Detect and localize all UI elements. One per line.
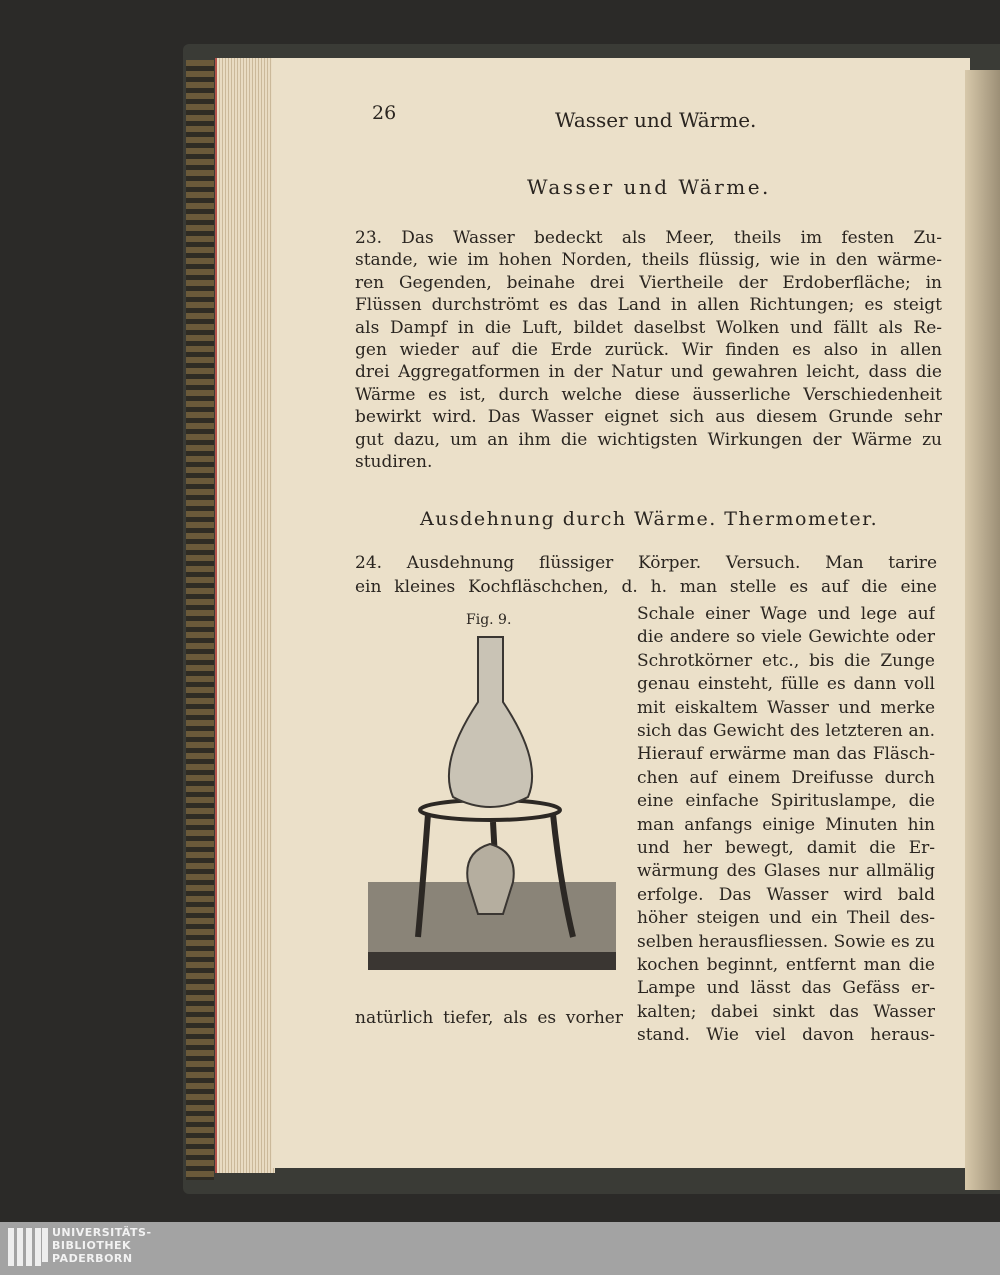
text-line: ein kleines Kochfläschchen, d. h. man stelle es auf die eine <box>355 577 937 597</box>
logo-line-2: BIBLIOTHEK <box>52 1239 132 1252</box>
text-line: die andere so viele Gewichte oder <box>637 627 935 648</box>
text-line: studiren. <box>355 452 433 472</box>
text-line: drei Aggregatformen in der Natur und gewahren leicht, dass die <box>355 362 942 383</box>
text-line: kochen beginnt, entfernt man die <box>637 955 935 975</box>
chapter-title: Wasser und Wärme. <box>527 175 771 199</box>
text-line: Wärme es ist, durch welche diese äusserliche Verschiedenheit <box>355 384 942 405</box>
figure-flask-on-tripod <box>368 632 618 977</box>
text-line: Hierauf erwärme man das Fläsch- <box>637 744 935 765</box>
page-gutter <box>965 70 1000 1190</box>
book-spine <box>186 60 214 1180</box>
text-line: 23. Das Wasser bedeckt als Meer, theils im festen Zu- <box>355 228 942 248</box>
text-line: selben herausfliessen. Sowie es zu <box>637 931 935 952</box>
text-line: höher steigen und ein Theil des- <box>637 908 935 929</box>
flask <box>449 637 532 807</box>
text-line: Schrotkörner etc., bis die Zunge <box>637 650 935 671</box>
table-edge <box>368 952 616 970</box>
text-line: ren Gegenden, beinahe drei Viertheile der Erdoberfläche; in <box>355 272 942 293</box>
text-line: Schale einer Wage und lege auf <box>637 604 935 624</box>
text-line: wärmung des Glases nur allmälig <box>637 861 935 882</box>
text-line: gen wieder auf die Erde zurück. Wir finden es also in allen <box>355 340 942 360</box>
text-line: man anfangs einige Minuten hin <box>637 814 935 835</box>
text-line: als Dampf in die Luft, bildet daselbst Wolken und fällt als Re- <box>355 317 942 338</box>
page-number: 26 <box>372 102 397 124</box>
text-line: genau einsteht, fülle es dann voll <box>637 674 935 695</box>
text-line: chen auf einem Dreifusse durch <box>637 767 935 788</box>
text-line: kalten; dabei sinkt das Wasser <box>637 1001 935 1022</box>
figure-caption: Fig. 9. <box>466 612 512 628</box>
text-line: erfolge. Das Wasser wird bald <box>637 884 935 905</box>
text-line: und her bewegt, damit die Er- <box>637 838 935 858</box>
running-title: Wasser und Wärme. <box>555 108 757 132</box>
text-line: stande, wie im hohen Norden, theils flüssig, wie in den wärme- <box>355 250 942 271</box>
text-line: natürlich tiefer, als es vorher <box>355 1008 623 1028</box>
text-line: 24. Ausdehnung flüssiger Körper. Versuch. Man tarire <box>355 553 937 573</box>
text-line: mit eiskaltem Wasser und merke <box>637 697 935 718</box>
page-edges <box>215 58 275 1173</box>
spirit-lamp <box>467 844 514 914</box>
logo-line-1: UNIVERSITÄTS- <box>52 1226 152 1239</box>
text-line: eine einfache Spirituslampe, die <box>637 791 935 812</box>
section-title: Ausdehnung durch Wärme. Thermometer. <box>420 508 879 530</box>
logo-line-3: PADERBORN <box>52 1252 133 1265</box>
text-line: Flüssen durchströmt es das Land in allen Richtungen; es steigt <box>355 295 942 316</box>
text-line: bewirkt wird. Das Wasser eignet sich aus diesem Grunde sehr <box>355 407 942 428</box>
text-line: Lampe und lässt das Gefäss er- <box>637 978 935 999</box>
footer-bar <box>0 1222 1000 1275</box>
text-line: sich das Gewicht des letzteren an. <box>637 721 935 741</box>
text-line: stand. Wie viel davon heraus- <box>637 1025 935 1046</box>
text-line: gut dazu, um an ihm die wichtigsten Wirkungen der Wärme zu <box>355 429 942 450</box>
